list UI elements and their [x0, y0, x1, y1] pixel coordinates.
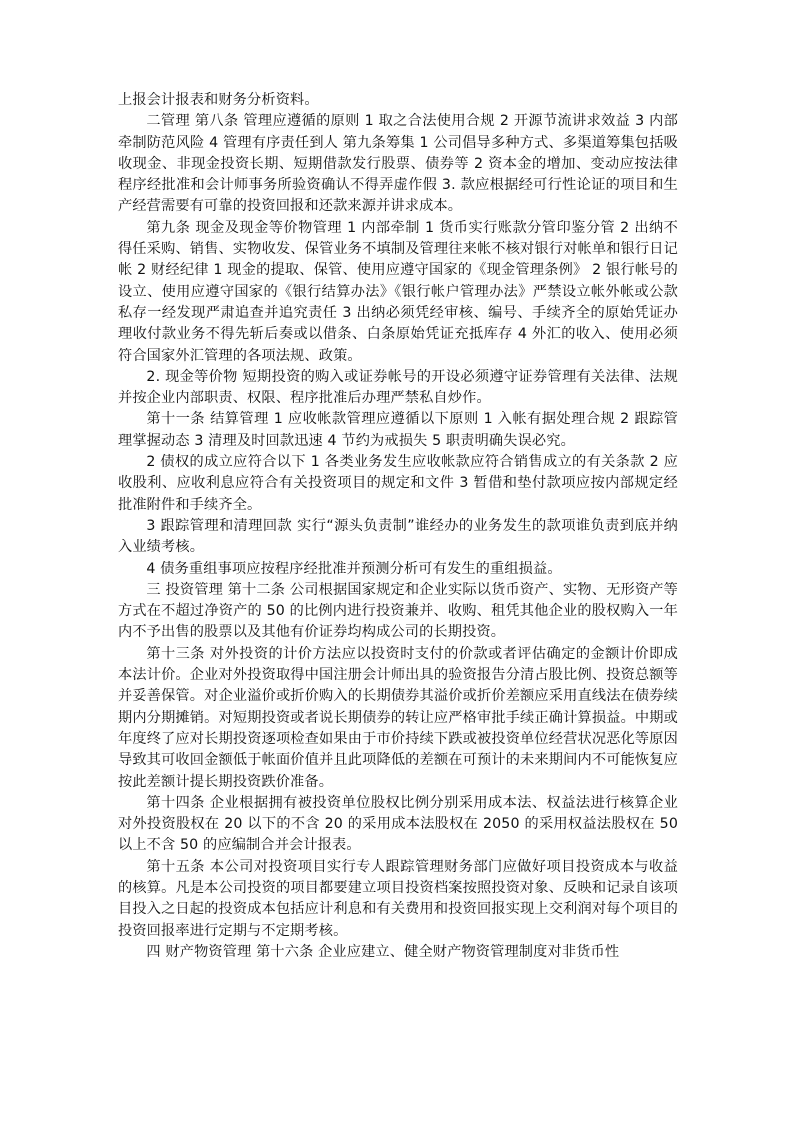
paragraph-8: 4 债务重组事项应按程序经批准并预测分析可有发生的重组损益。 — [146, 560, 562, 577]
paragraph-3: 第九条 现金及现金等价物管理 1 内部牵制 1 货币实行账款分管印鉴分管 2 出纳不得任采购、销售、实物收发、保管业务不填制及管理往来帐不核对银行对帐单和银行日记帐 2 财经纪律 1 现金的提取、保管、使用应遵守国家的《现金管理条例》 2 银行帐号的设立、使用应遵守国家的《银行结算办法》《银行帐户管理办法》严禁设立帐外帐或公款私存一经发现严肃追查并追究责任 3 出纳必须凭经审核、编号、手续齐全的原始凭证办理收付款业务不得先斩后奏或以借条、白条原始凭证充抵库存 4 外汇的收入、使用必须符合国家外汇管理的各项法规、政策。 — [118, 219, 678, 364]
paragraph-2: 二管理 第八条 管理应遵循的原则 1 取之合法使用合规 2 开源节流讲求效益 3 内部牵制防范风险 4 管理有序责任到人 第九条筹集 1 公司倡导多种方式、多渠道筹集包括吸收现金、非现金投资长期、短期借款发行股票、债券等 2 资本金的增加、变动应按法律程序经批准和会计师事务所验资确认不得弄虚作假 3. 款应根据经可行性论证的项目和生产经营需要有可靠的投资回报和还款来源并讲求成本。 — [118, 113, 678, 215]
paragraph-1: 上报会计报表和财务分析资料。 — [118, 92, 319, 108]
paragraph-7: 3 跟踪管理和清理回款 实行“源头负责制”谁经办的业务发生的款项谁负责到底并纳入业绩考核。 — [118, 517, 678, 556]
paragraph-10: 第十三条 对外投资的计价方法应以投资时支付的价款或者评估确定的金额计价即成本法计价。企业对外投资取得中国注册会计师出具的验资报告分清占股比例、投资总额等并妥善保管。对企业溢价或折价购入的长期债券其溢价或折价差额应采用直线法在债券续期内分期摊销。对短期投资或者说长期债券的转让应严格审批手续正确计算损益。中期或年度终了应对长期投资逐项检查如果由于市价持续下跌或被投资单位经营状况恶化等原因导致其可收回金额低于帐面价值并且此项降低的差额在可预计的未来期间内不可能恢复应按此差额计提长期投资跌价准备。 — [118, 645, 678, 790]
paragraph-11: 第十四条 企业根据拥有被投资单位股权比例分别采用成本法、权益法进行核算企业对外投资股权在 20 以下的不含 20 的采用成本法股权在 2050 的采用权益法股权在 50 以上不含 50 的应编制合并会计报表。 — [118, 794, 678, 854]
paragraph-6: 2 债权的成立应符合以下 1 各类业务发生应收帐款应符合销售成立的有关条款 2 应收股利、应收利息应符合有关投资项目的规定和文件 3 暂借和垫付款项应按内部规定经批准附件和手续齐全。 — [118, 454, 678, 513]
paragraph-13: 四 财产物资管理 第十六条 企业应建立、健全财产物资管理制度对非货币性 — [146, 943, 620, 960]
document-body — [118, 90, 678, 963]
paragraph-5: 第十一条 结算管理 1 应收帐款管理应遵循以下原则 1 入帐有据处理合规 2 跟踪管理掌握动态 3 清理及时回款迅速 4 节约为戒损失 5 职责明确失误必究。 — [118, 411, 678, 449]
paragraph-12: 第十五条 本公司对投资项目实行专人跟踪管理财务部门应做好项目投资成本与收益的核算。凡是本公司投资的项目都要建立项目投资档案按照投资对象、反映和记录自该项目投入之日起的投资成本包括应计利息和有关费用和投资回报实现上交利润对每个项目的投资回报率进行定期与不定期考核。 — [118, 858, 678, 939]
paragraph-4: 2. 现金等价物 短期投资的购入或证券帐号的开设必须遵守证券管理有关法律、法规并按企业内部职责、权限、程序批准后办理严禁私自炒作。 — [118, 368, 678, 407]
paragraph-9: 三 投资管理 第十二条 公司根据国家规定和企业实际以货币资产、实物、无形资产等方式在不超过净资产的 50 的比例内进行投资兼并、收购、租凭其他企业的股权购入一年内不予出售的股票以及其他有价证券均构成公司的长期投资。 — [118, 581, 678, 641]
